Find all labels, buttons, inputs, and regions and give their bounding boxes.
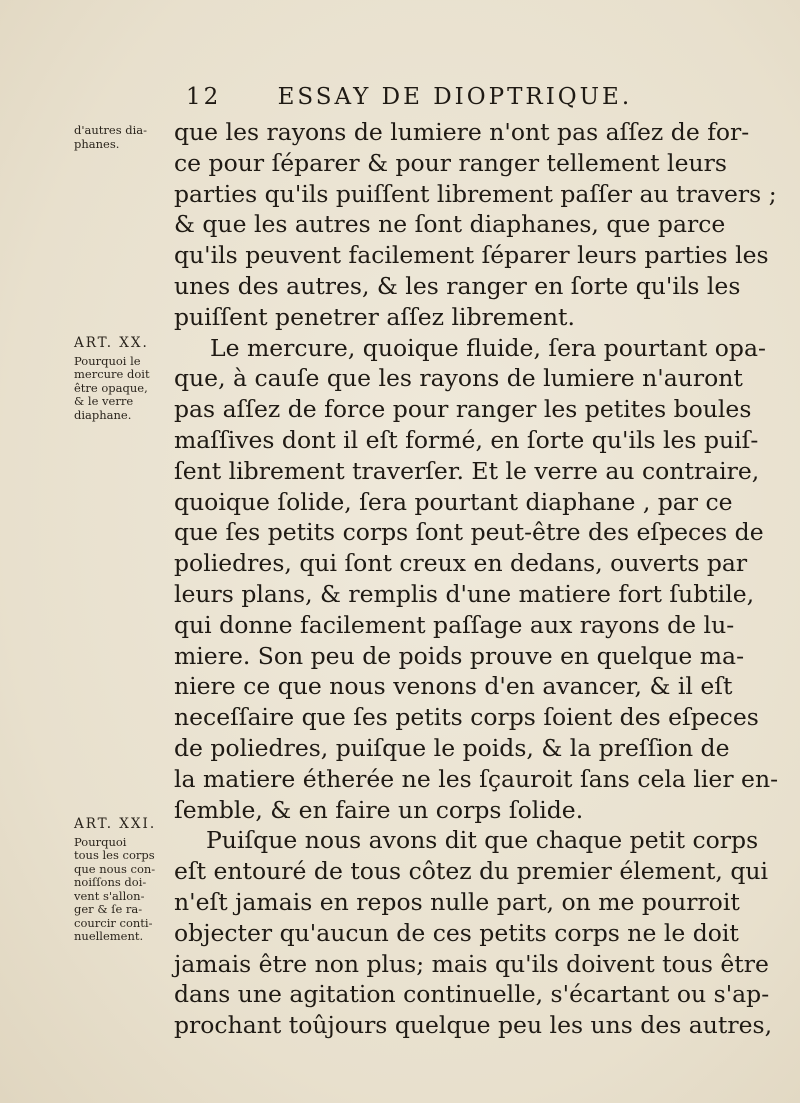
text-line: parties qu'ils puiſſent librement paſſer au travers ; — [174, 179, 777, 208]
margin-note-line: phanes. — [74, 136, 120, 151]
margin-note-line: tous les corps — [74, 848, 155, 862]
text-line: objecter qu'aucun de ces petits corps ne le doit — [174, 918, 739, 947]
text-line: neceſſaire que ſes petits corps ſoient des eſpeces — [174, 703, 759, 732]
text-line: Puiſque nous avons dit que chaque petit corps — [206, 826, 759, 855]
text-line: ſemble, & en faire un corps ſolide. — [174, 795, 584, 824]
margin-note-line: vent s'allon- — [74, 888, 145, 903]
text-line: miere. Son peu de poids prouve en quelque ma- — [174, 641, 745, 670]
margin-note-line: Pourquoi — [74, 834, 127, 849]
text-line: & que les autres ne ſont diaphanes, que parce — [174, 210, 726, 239]
text-line: Le mercure, quoique fluide, ſera pourtant opa- — [210, 333, 766, 362]
text-line: unes des autres, & les ranger en ſorte qu'ils les — [174, 271, 741, 300]
text-line: que ſes petits corps ſont peut-être des eſpeces de — [174, 518, 764, 547]
text-line: pas aſſez de force pour ranger les petites boules — [174, 395, 752, 424]
margin-note-line: que nous con- — [74, 861, 156, 876]
body-text — [174, 117, 779, 1041]
margin-note-line: être opaque, — [74, 380, 148, 395]
article-label: ART. XX. — [74, 335, 149, 351]
text-line: de poliedres, puiſque le poids, & la preſſion de — [174, 733, 730, 762]
text-line: puiſſent penetrer aſſez librement. — [174, 302, 575, 331]
text-line: qu'ils peuvent facilement ſéparer leurs parties les — [174, 241, 769, 270]
text-line: que, à cauſe que les rayons de lumiere n'auront — [174, 364, 743, 393]
margin-note-line: nuellement. — [74, 929, 144, 943]
text-line: prochant toûjours quelque peu les uns des autres, — [174, 1011, 773, 1040]
text-line: dans une agitation continuelle, s'écartant ou s'ap- — [174, 980, 770, 1009]
margin-note-line: & le verre — [74, 394, 134, 408]
margin-note-diaphanes — [74, 124, 178, 151]
text-line: eſt entouré de tous côtez du premier élement, qui — [174, 857, 769, 886]
page-number: 12 — [186, 84, 222, 110]
text-line: ſent librement traverſer. Et le verre au contraire, — [174, 456, 760, 485]
text-line: n'eſt jamais en repos nulle part, on me pourroit — [174, 887, 740, 916]
margin-note-line: mercure doit — [74, 367, 150, 381]
text-line: niere ce que nous venons d'en avancer, & il eſt — [174, 672, 733, 701]
text-line: poliedres, qui ſont creux en dedans, ouverts par — [174, 549, 748, 578]
article-label: ART. XXI. — [74, 816, 157, 832]
text-line: jamais être non plus; mais qu'ils doivent tous être — [174, 949, 769, 978]
margin-note-line: ger & ſe ra- — [74, 902, 143, 916]
text-line: qui donne facilement paſſage aux rayons de lu- — [174, 610, 735, 639]
margin-note-art-21 — [74, 818, 178, 944]
text-line: quoique ſolide, ſera pourtant diaphane , par ce — [174, 487, 733, 516]
text-line: maſſives dont il eſt formé, en ſorte qu'ils les puiſ- — [174, 425, 759, 454]
text-line: ce pour ſéparer & pour ranger tellement leurs — [174, 148, 727, 177]
text-line: la matiere étherée ne les ſçauroit ſans cela lier en- — [174, 764, 779, 793]
page-header — [186, 84, 632, 110]
margin-note-art-20 — [74, 337, 178, 422]
margin-note-line: d'autres dia- — [74, 123, 148, 137]
margin-note-line: diaphane. — [74, 407, 132, 422]
running-title: ESSAY DE DIOPTRIQUE. — [277, 84, 633, 110]
margin-note-line: noiſſons doi- — [74, 875, 147, 889]
margin-note-line: courcir conti- — [74, 915, 153, 930]
text-line: que les rayons de lumiere n'ont pas aſſez de for- — [174, 118, 750, 146]
text-line: leurs plans, & remplis d'une matiere fort ſubtile, — [174, 579, 755, 608]
margin-note-line: Pourquoi le — [74, 353, 141, 368]
